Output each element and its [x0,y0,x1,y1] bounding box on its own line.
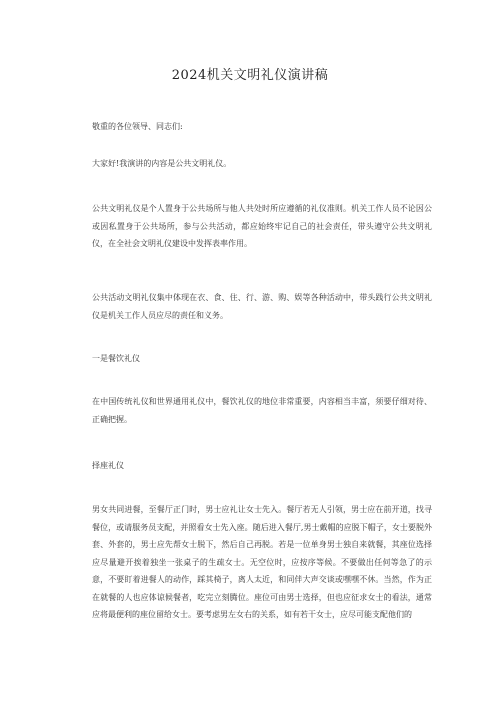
section-heading-dining: 一是餐饮礼仪 [92,354,140,363]
paragraph-intro: 公共文明礼仪是个人置身于公共场所与他人共处时所应遵循的礼仪准则。机关工作人员不论因公或因私置身于公共场所，参与公共活动，都应始终牢记自己的社会责任，带头遵守公共文明礼仪，在全社会文明礼仪建设中发挥表率作用。 [92,204,432,248]
paragraph-public-activity: 公共活动文明礼仪集中体现在衣、食、住、行、游、购、娱等各种活动中，带头践行公共文明礼仪是机关工作人员应尽的责任和义务。 [92,293,432,320]
paragraph-seating: 男女共同进餐，至餐厅正门时，男士应礼让女士先入。餐厅若无人引领，男士应在前开道，找寻餐位，或请服务员支配，并照看女士先入座。随后进入餐厅,男士戴帽的应脱下帽子，女士要脱外套、外套的，男士应先帮女士脱下，然后自己再脱。若是一位单身男士独自来就餐，其座位选择应尽量避开挨着独坐一张桌子的生疏女士。无空位时，应按序等候。不要做出任何等急了的示意，不要盯着进餐人的动作，踩其椅子，离人太近，和同伴大声交谈或嘿嘿不休。当然，作为正在就餐的人也应体谅候餐者，吃完立刻腾位。座位可由男士选择，但也应征求女士的看法，通常应将最便利的座位留给女士。要考虑男左女右的关系，如有若干女士，应尽可能支配他们的 [92,505,432,619]
paragraph-salutation: 敬重的各位领导、同志们: [92,122,183,131]
paragraph-greeting: 大家好!我演讲的内容是公共文明礼仪。 [92,159,232,168]
paragraph-dining: 在中国传统礼仪和世界通用礼仪中，餐饮礼仪的地位非常重要，内容相当丰富，须要仔细对待、正确把握。 [92,397,432,424]
document-title: 2024机关文明礼仪演讲稿 [171,68,329,83]
section-heading-seating: 择座礼仪 [92,461,124,470]
